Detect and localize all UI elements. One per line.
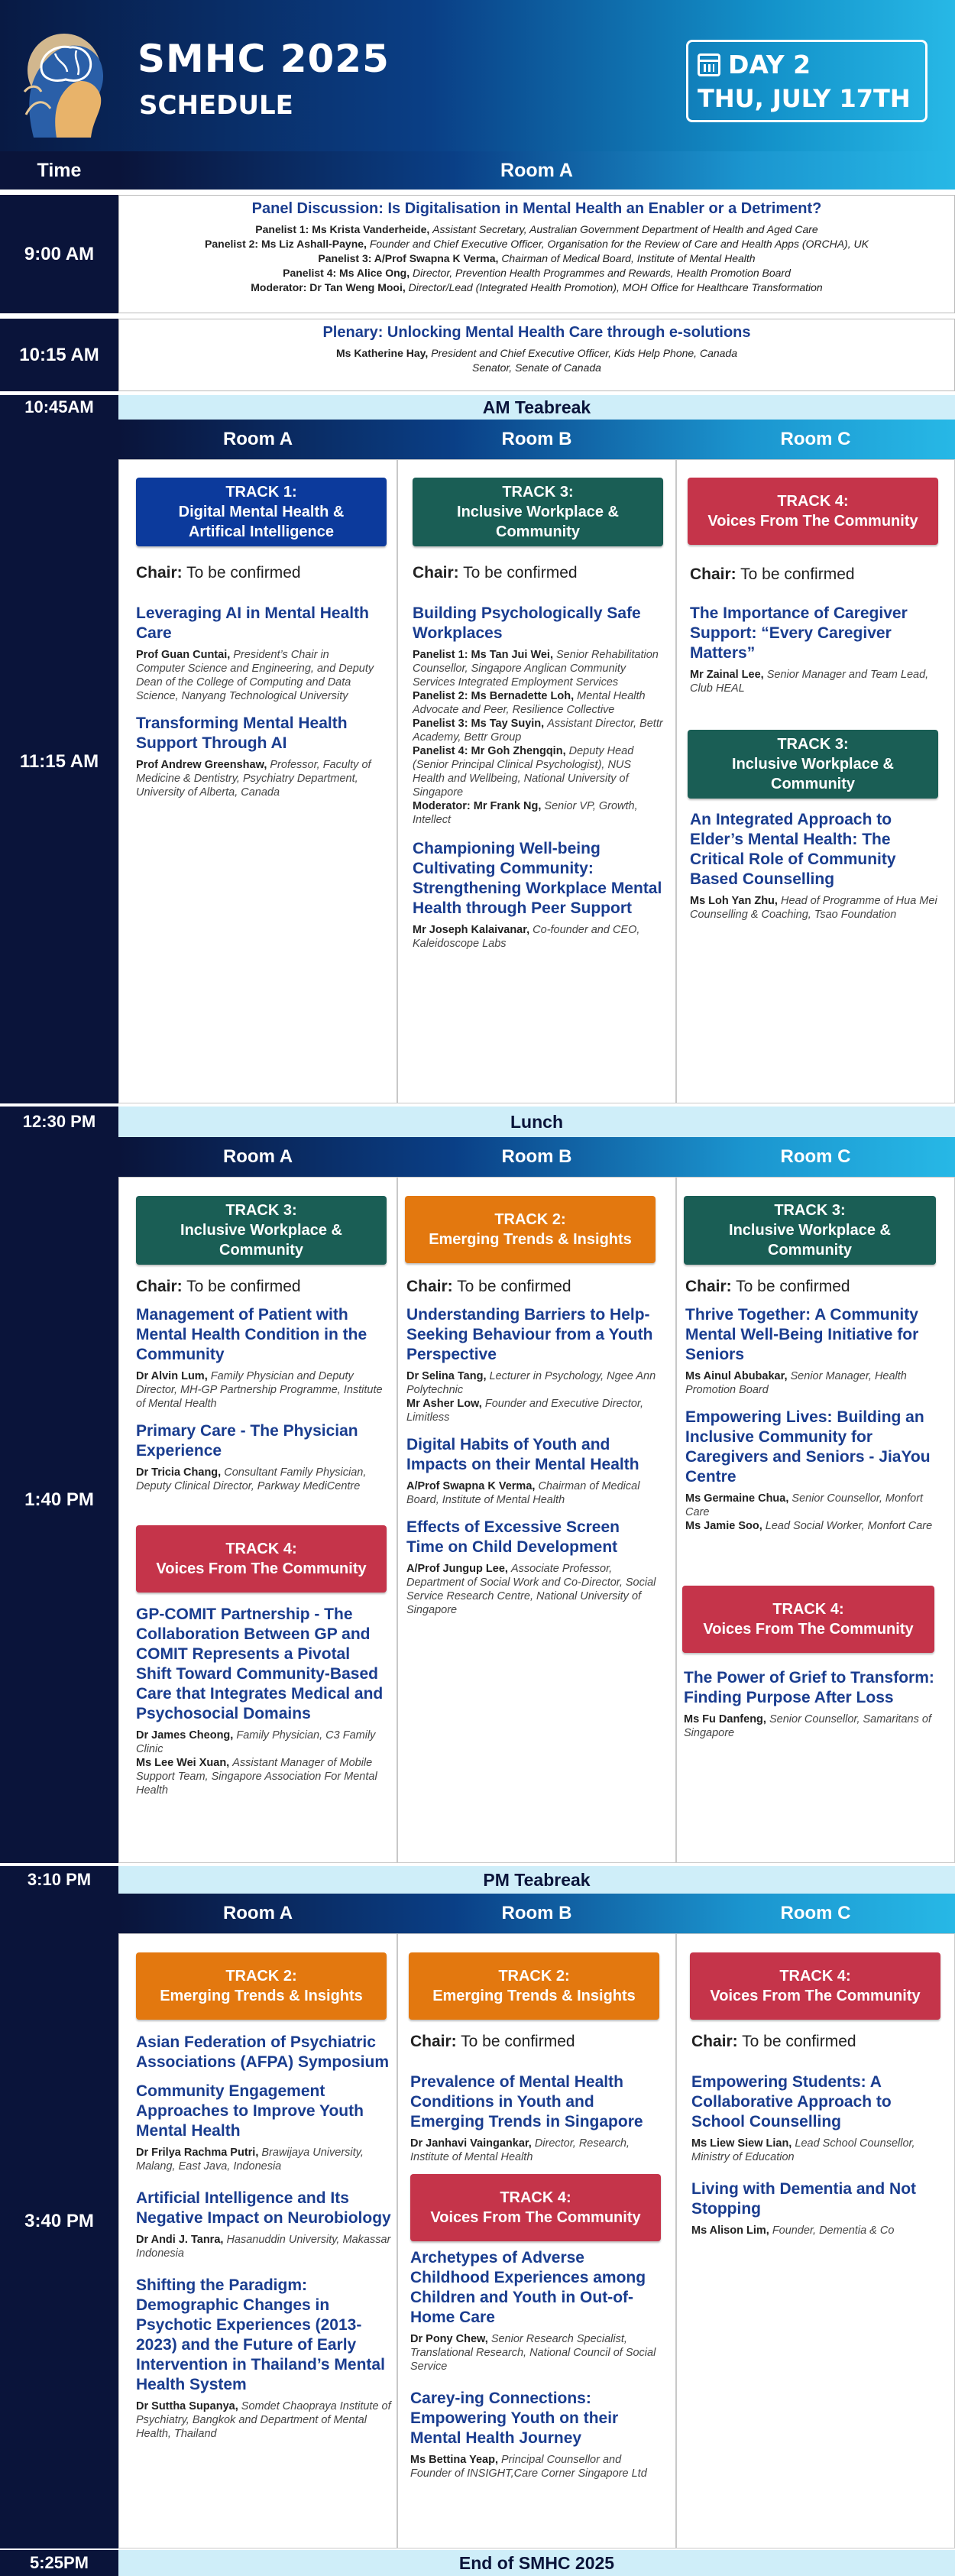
- speaker-role: Senior Counsellor, Samaritans of Singapore: [684, 1713, 931, 1739]
- talk-title: Empowering Lives: Building an Inclusive Community for Caregivers and Seniors - JiaYou Centre: [685, 1408, 931, 1486]
- break-banner: PM Teabreak: [118, 1866, 955, 1894]
- speaker-role: Chairman of Medical Board, Institute of Mental Health: [406, 1480, 640, 1506]
- speaker-name: Ms Lee Wei Xuan,: [136, 1757, 233, 1769]
- speaker-name: Ms Liew Siew Lian,: [691, 2137, 795, 2150]
- time-label: 10:15 AM: [0, 319, 118, 391]
- track-number: TRACK 4:: [225, 1541, 297, 1557]
- speaker-role: Senator, Senate of Canada: [472, 361, 601, 374]
- speaker-name: Dr Janhavi Vaingankar,: [410, 2137, 535, 2150]
- talk-title: Prevalence of Mental Health Conditions in Youth and Emerging Trends in Singapore: [410, 2073, 643, 2130]
- chair-line: [410, 2033, 662, 2051]
- track-number: TRACK 4:: [500, 2189, 571, 2206]
- track-badge: [410, 2174, 661, 2241]
- chair-line: [690, 565, 942, 584]
- panelist-name: Panelist 2: Ms Liz Ashall-Payne,: [205, 238, 370, 250]
- track-name: Voices From The Community: [430, 2209, 641, 2226]
- talk-title: Digital Habits of Youth and Impacts on their Mental Health: [406, 1436, 639, 1473]
- track-badge: [136, 1525, 387, 1593]
- talk-title: Understanding Barriers to Help-Seeking Behaviour from a Youth Perspective: [406, 1306, 653, 1363]
- page-title: SMHC 2025: [138, 37, 390, 81]
- speaker-name: A/Prof Jungup Lee,: [406, 1563, 511, 1575]
- room-c-label: Room C: [780, 1903, 851, 1923]
- talk-block: [136, 2033, 392, 2441]
- time-label: 5:25PM: [0, 2550, 118, 2576]
- talk-block: [685, 1305, 937, 1533]
- break-banner: AM Teabreak: [118, 395, 955, 420]
- track-number: TRACK 1:: [225, 484, 297, 501]
- chair-value: To be confirmed: [182, 1278, 301, 1295]
- track-name: Voices From The Community: [707, 513, 918, 530]
- speaker-name: Dr Frilya Rachma Putri,: [136, 2147, 262, 2159]
- time-column-header: Time: [0, 151, 118, 190]
- track-name: Emerging Trends & Insights: [429, 1231, 632, 1248]
- speaker-role: Senior Rehabilitation Counsellor, Singapore Anglican Community Services Integrated Employment Services: [413, 649, 659, 689]
- chair-value: To be confirmed: [731, 1278, 850, 1295]
- calendar-icon: [698, 53, 720, 76]
- talk-block: [410, 2248, 662, 2480]
- time-label: 3:40 PM: [0, 1894, 118, 2548]
- talk-title: GP-COMIT Partnership - The Collaboration Between GP and COMIT Represents a Pivotal Shift Toward Community-Based Care that Integrates Medical and Psychosocial Domains: [136, 1606, 384, 1722]
- talk-block: [690, 810, 942, 922]
- talk-title: Artificial Intelligence and Its Negative Impact on Neurobiology: [136, 2189, 391, 2227]
- chair-line: [136, 564, 388, 582]
- track-badge: [136, 478, 387, 546]
- track-badge: [688, 478, 938, 545]
- talk-block: [406, 1305, 659, 1617]
- speaker-name: Dr Tricia Chang,: [136, 1466, 225, 1479]
- track-badge: [682, 1586, 934, 1653]
- speaker-role: President and Chief Executive Officer, Kids Help Phone, Canada: [431, 347, 738, 359]
- track-badge: [409, 1952, 659, 2020]
- track-badge: [136, 1952, 387, 2020]
- room-a-label: Room A: [222, 1146, 293, 1167]
- chair-label: Chair:: [690, 565, 736, 583]
- speaker-name: Panelist 2: Ms Bernadette Loh,: [413, 690, 578, 702]
- speaker-role: Principal Counsellor and Founder of INSIGHT,Care Corner Singapore Ltd: [410, 2454, 647, 2480]
- track-name: Inclusive Workplace &: [729, 1222, 891, 1239]
- speaker-role: Deputy Head (Senior Principal Clinical Psychologist), NUS Health and Wellbeing, National University of Singapore: [413, 745, 634, 799]
- speaker-name: Dr Suttha Supanya,: [136, 2400, 241, 2412]
- speaker-role: Lecturer in Psychology, Ngee Ann Polytechnic: [406, 1370, 656, 1396]
- speaker-role: Founder, Dementia & Co: [772, 2224, 895, 2237]
- track-number: TRACK 3:: [774, 1202, 846, 1219]
- date-label: THU, JULY 17TH: [698, 84, 911, 113]
- track-name: Inclusive Workplace &: [180, 1222, 342, 1239]
- chair-value: To be confirmed: [458, 564, 578, 582]
- session-title: Panel Discussion: Is Digitalisation in Mental Health an Enabler or a Detriment?: [251, 200, 822, 217]
- track-badge: [413, 478, 663, 546]
- track-name: Inclusive Workplace &: [732, 756, 894, 773]
- speaker-name: Ms Katherine Hay,: [335, 347, 432, 359]
- chair-line: [406, 1278, 659, 1296]
- speaker-name: Ms Alison Lim,: [691, 2224, 772, 2237]
- chair-line: [691, 2033, 944, 2051]
- speaker-name: Dr Selina Tang,: [406, 1370, 490, 1382]
- talk-block: [136, 1605, 387, 1797]
- chair-value: To be confirmed: [736, 565, 855, 583]
- time-label: 9:00 AM: [0, 195, 118, 313]
- chair-label: Chair:: [410, 2033, 457, 2050]
- speaker-role: Consultant Family Physician, Deputy Clinical Director, Parkway MediCentre: [136, 1466, 367, 1492]
- talk-title: Management of Patient with Mental Health Condition in the Community: [136, 1306, 367, 1363]
- speaker-name: Dr Alvin Lum,: [136, 1370, 211, 1382]
- speaker-name: Panelist 1: Ms Tan Jui Wei,: [413, 649, 557, 661]
- chair-value: To be confirmed: [452, 1278, 571, 1295]
- speaker-name: Dr Pony Chew,: [410, 2333, 491, 2345]
- brain-head-logo-icon: [11, 23, 125, 145]
- talk-block: [690, 604, 942, 695]
- track-number: TRACK 2:: [498, 1968, 570, 1985]
- speaker-role: Senior Research Specialist, Translational Research, National Council of Social Service: [410, 2333, 656, 2373]
- room-c-column: [676, 1933, 955, 2548]
- speaker-role: Professor, Faculty of Medicine & Dentistry, Psychiatry Department, University of Alberta, Canada: [136, 759, 371, 799]
- speaker-role: Founder and Executive Director, Limitless: [406, 1398, 643, 1424]
- track-name: Community: [768, 1242, 852, 1259]
- track-name: Emerging Trends & Insights: [160, 1988, 363, 2004]
- chair-label: Chair:: [413, 564, 459, 582]
- speaker-name: Panelist 3: Ms Tay Suyin,: [413, 718, 548, 730]
- speaker-role: Senior Manager and Team Lead, Club HEAL: [690, 669, 929, 695]
- talk-title: Primary Care - The Physician Experience: [136, 1422, 358, 1460]
- time-label: 12:30 PM: [0, 1107, 118, 1137]
- track-name: Community: [771, 776, 855, 792]
- talk-title: Leveraging AI in Mental Health Care: [136, 604, 369, 642]
- talk-title: Community Engagement Approaches to Improve Youth Mental Health: [136, 2082, 364, 2140]
- speaker-role: Brawijaya University, Malang, East Java, Indonesia: [136, 2147, 364, 2173]
- talk-title: Archetypes of Adverse Childhood Experiences among Children and Youth in Out-of-Home Care: [410, 2249, 646, 2326]
- panelist-line: [130, 222, 944, 237]
- talk-title: The Importance of Caregiver Support: “Every Caregiver Matters”: [690, 604, 908, 662]
- speaker-name: Moderator: Mr Frank Ng,: [413, 800, 545, 812]
- plenary-session: [118, 319, 955, 391]
- speaker-name: Ms Fu Danfeng,: [684, 1713, 769, 1725]
- track-badge: [136, 1196, 387, 1265]
- chair-value: To be confirmed: [737, 2033, 856, 2050]
- talk-title: Transforming Mental Health Support Through AI: [136, 714, 348, 752]
- speaker-name: Ms Ainul Abubakar,: [685, 1370, 791, 1382]
- room-a-label: Room A: [222, 429, 293, 449]
- talk-title: Building Psychologically Safe Workplaces: [413, 604, 641, 642]
- panelist-name: Moderator: Dr Tan Weng Mooi,: [251, 281, 409, 293]
- chair-line: [413, 564, 665, 582]
- chair-label: Chair:: [136, 564, 183, 582]
- panelist-line: [130, 251, 944, 266]
- talk-block: [413, 604, 665, 951]
- speaker-role: Lead School Counsellor, Ministry of Education: [691, 2137, 915, 2163]
- day-badge: [686, 40, 927, 122]
- time-label: 1:40 PM: [0, 1137, 118, 1863]
- speaker-role: Mental Health Advocate and Peer, Resilience Collective: [413, 690, 646, 716]
- panelist-role: Assistant Secretary, Australian Government Department of Health and Aged Care: [432, 223, 818, 235]
- chair-line: [136, 1278, 388, 1296]
- track-number: TRACK 3:: [225, 1202, 297, 1219]
- speaker-role: Assistant Manager of Mobile Support Team, Singapore Association For Mental Health: [136, 1757, 377, 1797]
- speaker-role: Senior VP, Growth, Intellect: [413, 800, 638, 826]
- track-number: TRACK 4:: [772, 1601, 844, 1618]
- talk-title: Living with Dementia and Not Stopping: [691, 2180, 917, 2218]
- track-badge: [405, 1196, 656, 1263]
- speaker-name: Panelist 4: Mr Goh Zhengqin,: [413, 745, 569, 757]
- talk-title: Shifting the Paradigm: Demographic Changes in Psychotic Experiences (2013-2023) and the Future of Early Intervention in Thailand’s Mental Health System: [136, 2276, 385, 2393]
- time-label: 11:15 AM: [0, 420, 118, 1103]
- chair-label: Chair:: [685, 1278, 732, 1295]
- page-subtitle: SCHEDULE: [139, 90, 293, 121]
- panelist-name: Panelist 4: Ms Alice Ong,: [283, 267, 413, 279]
- track-badge: [688, 730, 938, 799]
- speaker-role: Lead Social Worker, Monfort Care: [765, 1520, 933, 1532]
- talk-block: [136, 604, 380, 799]
- track-name: Artifical Intelligence: [188, 523, 335, 540]
- panelist-role: Director/Lead (Integrated Health Promotion), MOH Office for Healthcare Transformation: [408, 281, 823, 293]
- end-banner: End of SMHC 2025: [118, 2550, 955, 2576]
- day-label: DAY 2: [728, 50, 811, 79]
- speaker-role: Assistant Director, Bettr Academy, Bettr Group: [413, 718, 663, 744]
- room-a-header: Room A: [118, 151, 955, 190]
- track-badge: [690, 1952, 940, 2020]
- speaker-name: Dr James Cheong,: [136, 1729, 237, 1742]
- speaker-role: Associate Professor, Department of Social Work and Co-Director, Social Service Research Centre, National University of Singapore: [406, 1563, 656, 1616]
- track-name: Community: [219, 1242, 303, 1259]
- speaker-name: A/Prof Swapna K Verma,: [406, 1480, 539, 1492]
- talk-block: [691, 2072, 944, 2237]
- panel-discussion: [118, 195, 955, 313]
- talk-title: Championing Well-being Cultivating Community: Strengthening Workplace Mental Health through Peer Support: [413, 840, 662, 917]
- speaker-name: Ms Jamie Soo,: [685, 1520, 766, 1532]
- panelist-name: Panelist 1: Ms Krista Vanderheide,: [255, 223, 433, 235]
- speaker-role: Co-founder and CEO, Kaleidoscope Labs: [413, 924, 640, 950]
- speaker-name: Prof Guan Cuntai,: [136, 649, 234, 661]
- speaker-name: Prof Andrew Greenshaw,: [136, 759, 270, 771]
- panelist-name: Panelist 3: A/Prof Swapna K Verma,: [318, 252, 502, 264]
- track-name: Voices From The Community: [156, 1560, 367, 1577]
- track-number: TRACK 2:: [225, 1968, 297, 1985]
- talk-block: [410, 2072, 662, 2164]
- talk-title: Empowering Students: A Collaborative Approach to School Counselling: [691, 2073, 892, 2130]
- time-label: 10:45AM: [0, 395, 118, 420]
- track-name: Voices From The Community: [710, 1988, 921, 2004]
- speaker-role: Somdet Chaopraya Institute of Psychiatry, Bangkok and Department of Mental Health, Thailand: [136, 2400, 391, 2440]
- talk-title: Thrive Together: A Community Mental Well-Being Initiative for Seniors: [685, 1306, 919, 1363]
- speaker-name: Ms Bettina Yeap,: [410, 2454, 501, 2466]
- track-number: TRACK 4:: [779, 1968, 851, 1985]
- speaker-name: Dr Andi J. Tanra,: [136, 2234, 227, 2246]
- track-name: Voices From The Community: [703, 1621, 914, 1638]
- room-a-label: Room A: [222, 1903, 293, 1923]
- track-name: Community: [496, 523, 580, 540]
- speaker-role: Director, Research, Institute of Mental Health: [410, 2137, 630, 2163]
- room-b-label: Room B: [501, 1903, 572, 1923]
- room-c-label: Room C: [780, 1146, 851, 1167]
- room-b-label: Room B: [501, 429, 572, 449]
- track-number: TRACK 4:: [777, 493, 849, 510]
- time-label: 3:10 PM: [0, 1866, 118, 1894]
- room-b-label: Room B: [501, 1146, 572, 1167]
- talk-block: [684, 1668, 936, 1740]
- track-badge: [684, 1196, 936, 1265]
- speaker-name: Mr Zainal Lee,: [690, 669, 767, 681]
- panelist-role: Founder and Chief Executive Officer, Organisation for the Review of Care and Health Apps (ORCHA), UK: [369, 238, 869, 250]
- speaker-role: Senior Manager, Health Promotion Board: [685, 1370, 907, 1396]
- speaker-name: Mr Joseph Kalaivanar,: [413, 924, 533, 936]
- chair-value: To be confirmed: [182, 564, 301, 582]
- room-c-label: Room C: [780, 429, 851, 449]
- speaker-role: Head of Programme of Hua Mei Counselling & Coaching, Tsao Foundation: [690, 895, 937, 921]
- track-number: TRACK 2:: [494, 1211, 566, 1228]
- talk-title: Carey-ing Connections: Empowering Youth on their Mental Health Journey: [410, 2390, 619, 2447]
- chair-label: Chair:: [691, 2033, 738, 2050]
- panelist-role: Director, Prevention Health Programmes and Rewards, Health Promotion Board: [412, 267, 791, 279]
- track-name: Inclusive Workplace &: [457, 504, 619, 520]
- panelist-role: Chairman of Medical Board, Institute of Mental Health: [501, 252, 756, 264]
- panelist-line: [130, 237, 944, 251]
- speaker-name: Ms Loh Yan Zhu,: [690, 895, 781, 907]
- talk-block: [136, 1305, 384, 1493]
- track-name: Emerging Trends & Insights: [432, 1988, 636, 2004]
- break-banner: Lunch: [118, 1107, 955, 1137]
- talk-title: An Integrated Approach to Elder’s Mental Health: The Critical Role of Community Based Counselling: [690, 811, 896, 888]
- speaker-role: Senior Counsellor, Monfort Care: [685, 1492, 924, 1518]
- talk-title: The Power of Grief to Transform: Finding Purpose After Loss: [684, 1669, 934, 1706]
- session-title: Plenary: Unlocking Mental Health Care through e-solutions: [322, 324, 751, 341]
- speaker-name: Mr Asher Low,: [406, 1398, 485, 1410]
- symposium-title: Asian Federation of Psychiatric Associations (AFPA) Symposium: [136, 2033, 389, 2071]
- speaker-role: Family Physician and Deputy Director, MH-GP Partnership Programme, Institute of Mental Health: [136, 1370, 383, 1410]
- talk-title: Effects of Excessive Screen Time on Child Development: [406, 1518, 620, 1556]
- chair-label: Chair:: [406, 1278, 453, 1295]
- track-number: TRACK 3:: [777, 736, 849, 753]
- chair-label: Chair:: [136, 1278, 183, 1295]
- track-name: Digital Mental Health &: [178, 504, 345, 520]
- track-number: TRACK 3:: [502, 484, 574, 501]
- chair-value: To be confirmed: [456, 2033, 575, 2050]
- panelist-line: [130, 266, 944, 280]
- speaker-name: Ms Germaine Chua,: [685, 1492, 792, 1505]
- speaker-role: Family Physician, C3 Family Clinic: [136, 1729, 376, 1755]
- speaker-role: Hasanuddin University, Makassar Indonesia: [136, 2234, 391, 2260]
- panelist-line: [130, 280, 944, 295]
- chair-line: [685, 1278, 937, 1296]
- speaker-role: President’s Chair in Computer Science and Engineering, and Deputy Dean of the College of Computing and Data Science, Nanyang Technological University: [136, 649, 374, 702]
